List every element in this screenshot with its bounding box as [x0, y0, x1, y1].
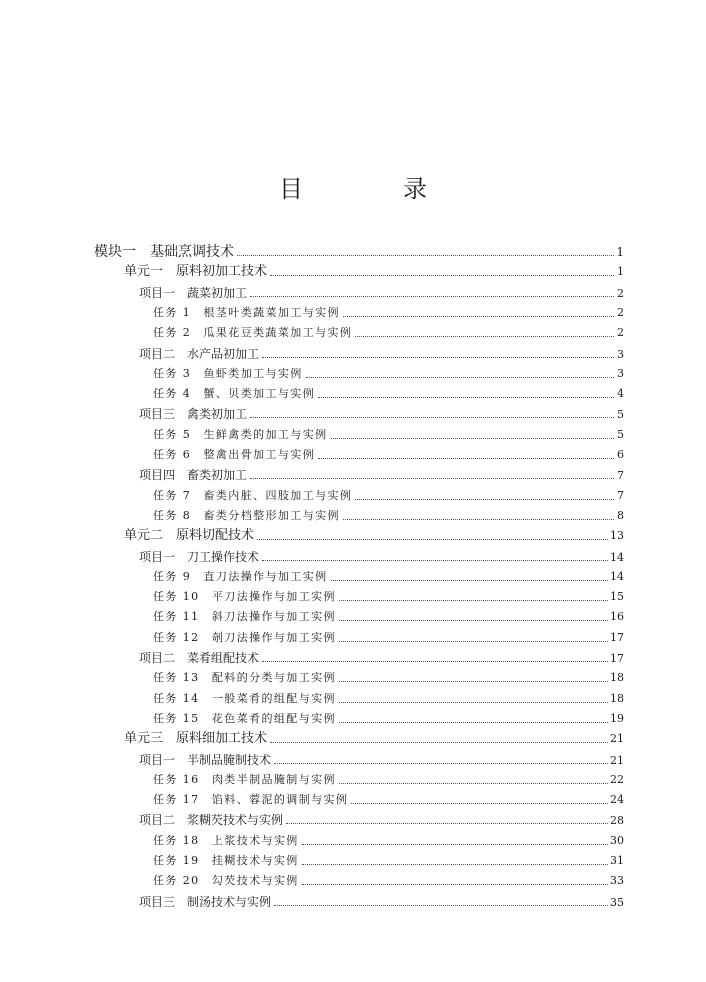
toc-dot-leader	[302, 863, 608, 865]
toc-entry-label: 任务 16 肉类半制品腌制与实例	[153, 772, 336, 786]
toc-dot-leader	[270, 741, 608, 743]
toc-entry[interactable]	[139, 344, 624, 364]
toc-entry-page-number: 21	[610, 732, 624, 746]
toc-entry-label: 单元一 原料初加工技术	[124, 264, 268, 280]
toc-dot-leader	[274, 904, 608, 906]
toc-entry-label: 任务 11 斜刀法操作与加工实例	[153, 610, 336, 624]
toc-entry-page-number: 18	[610, 691, 624, 705]
toc-entry[interactable]	[139, 810, 624, 830]
toc-entry[interactable]	[153, 486, 624, 506]
toc-entry-page-number: 21	[610, 753, 624, 767]
toc-entry-label: 任务 2 瓜果花豆类蔬菜加工与实例	[153, 326, 353, 340]
toc-entry[interactable]	[153, 831, 624, 851]
toc-entry[interactable]	[153, 851, 624, 871]
toc-entry[interactable]	[153, 567, 624, 587]
toc-entry-label: 项目一 刀工操作技术	[139, 549, 260, 564]
toc-entry-page-number: 31	[610, 854, 624, 867]
toc-entry[interactable]	[153, 323, 624, 343]
toc-entry[interactable]	[153, 668, 624, 688]
toc-entry-label: 任务 7 畜类内脏、四肢加工与实例	[153, 488, 353, 502]
toc-entry[interactable]	[153, 384, 624, 404]
toc-entry-label: 单元二 原料切配技术	[124, 528, 255, 544]
toc-entry-page-number: 2	[617, 305, 624, 319]
toc-entry-page-number: 3	[617, 366, 624, 380]
toc-entry[interactable]	[124, 526, 624, 546]
toc-entry-page-number: 16	[610, 610, 624, 624]
toc-entry[interactable]	[153, 689, 624, 709]
toc-dot-leader	[262, 660, 608, 662]
toc-entry-page-number: 22	[610, 772, 624, 786]
toc-entry[interactable]	[139, 547, 624, 567]
toc-entry-label: 项目一 半制品腌制技术	[139, 752, 272, 767]
toc-entry-page-number: 5	[617, 408, 624, 422]
toc-entry-label: 任务 4 蟹、贝类加工与实例	[153, 387, 316, 401]
toc-dot-leader	[274, 762, 608, 764]
toc-dot-leader	[306, 376, 614, 378]
toc-dot-leader	[286, 822, 608, 824]
toc-entry-label: 项目一 蔬菜初加工	[139, 285, 248, 300]
toc-entry-page-number: 15	[610, 590, 624, 604]
toc-entry[interactable]	[153, 709, 624, 729]
toc-dot-leader	[331, 579, 609, 581]
toc-entry-label: 项目三 禽类初加工	[139, 407, 248, 422]
toc-entry[interactable]	[124, 262, 624, 282]
toc-entry-page-number: 17	[610, 652, 624, 665]
toc-entry-page-number: 28	[610, 814, 624, 828]
toc-dot-leader	[250, 295, 614, 297]
toc-entry-label: 任务 18 上浆技术与实例	[153, 833, 299, 847]
toc-entry-label: 任务 9 直刀法操作与加工实例	[153, 569, 328, 583]
toc-dot-leader	[339, 640, 608, 642]
toc-entry[interactable]	[139, 648, 624, 668]
toc-entry-page-number: 14	[610, 569, 624, 583]
toc-entry-page-number: 7	[617, 469, 624, 483]
toc-entry-label: 项目四 畜类初加工	[139, 468, 248, 483]
toc-entry-label: 任务 13 配料的分类与加工实例	[153, 671, 336, 685]
toc-dot-leader	[339, 721, 608, 723]
toc-dot-leader	[339, 782, 608, 784]
toc-entry-label: 项目二 水产品初加工	[139, 346, 260, 361]
toc-entry-page-number: 24	[610, 793, 624, 807]
toc-entry-page-number: 5	[617, 427, 624, 441]
toc-entry-page-number: 18	[610, 671, 624, 685]
toc-entry[interactable]	[153, 607, 624, 627]
toc-entry-page-number: 2	[617, 326, 624, 340]
toc-entry[interactable]	[139, 750, 624, 770]
toc-entry-label: 任务 15 花色菜肴的组配与实例	[153, 711, 336, 725]
toc-entry-page-number: 4	[617, 387, 624, 401]
toc-dot-leader	[343, 315, 614, 317]
toc-entry[interactable]	[153, 445, 624, 465]
toc-entry-page-number: 35	[610, 895, 624, 909]
page-title: 目 录	[279, 175, 465, 203]
toc-dot-leader	[339, 619, 608, 621]
toc-entry-label: 任务 12 剞刀法操作与加工实例	[153, 630, 336, 644]
toc-entry[interactable]	[153, 506, 624, 526]
toc-dot-leader	[355, 498, 614, 500]
toc-entry[interactable]	[153, 587, 624, 607]
toc-dot-leader	[318, 457, 614, 459]
toc-entry[interactable]	[139, 892, 624, 912]
toc-dot-leader	[250, 416, 614, 418]
toc-entry[interactable]	[153, 790, 624, 810]
toc-entry[interactable]	[139, 465, 624, 485]
toc-entry-page-number: 33	[610, 874, 624, 888]
toc-entry-label: 任务 20 勾芡技术与实例	[153, 874, 299, 888]
toc-dot-leader	[262, 356, 614, 358]
toc-entry-label: 任务 14 一般菜肴的组配与实例	[153, 691, 336, 705]
toc-entry-page-number: 17	[610, 630, 624, 644]
toc-dot-leader	[270, 274, 614, 276]
toc-entry-label: 任务 6 整禽出骨加工与实例	[153, 448, 316, 461]
toc-dot-leader	[250, 477, 614, 479]
toc-entry[interactable]	[153, 303, 624, 323]
toc-entry-page-number: 7	[617, 488, 624, 502]
toc-entry-page-number: 3	[617, 347, 624, 361]
toc-entry-label: 任务 1 根茎叶类蔬菜加工与实例	[153, 305, 340, 319]
toc-entry-label: 任务 3 鱼虾类加工与实例	[153, 366, 303, 380]
toc-dot-leader	[331, 437, 615, 439]
toc-entry[interactable]	[153, 871, 624, 891]
toc-entry[interactable]	[124, 729, 624, 749]
toc-entry-label: 项目三 制汤技术与实例	[139, 894, 272, 909]
toc-entry-label: 单元三 原料细加工技术	[124, 731, 268, 747]
toc-dot-leader	[339, 680, 608, 682]
toc-dot-leader	[262, 559, 608, 561]
toc-dot-leader	[339, 599, 608, 601]
toc-entry-label: 项目二 菜肴组配技术	[139, 651, 260, 665]
toc-dot-leader	[302, 883, 608, 885]
toc-entry-label: 项目二 浆糊芡技术与实例	[139, 813, 284, 828]
toc-entry-page-number: 13	[610, 529, 624, 543]
toc-entry-page-number: 19	[610, 711, 624, 725]
toc-entry-page-number: 6	[617, 448, 624, 461]
toc-dot-leader	[318, 396, 614, 398]
toc-entry[interactable]	[94, 242, 624, 262]
toc-entry[interactable]	[139, 404, 624, 424]
toc-entry-label: 模块一 基础烹调技术	[94, 244, 234, 260]
toc-dot-leader	[355, 335, 614, 337]
toc-entry-label: 任务 19 挂糊技术与实例	[153, 854, 299, 867]
toc-dot-leader	[339, 701, 608, 703]
toc-dot-leader	[302, 843, 608, 845]
toc-entry-page-number: 8	[617, 508, 624, 522]
toc-dot-leader	[237, 254, 614, 256]
toc-entry-page-number: 2	[617, 286, 624, 300]
toc-dot-leader	[343, 518, 614, 520]
toc-entry-page-number: 30	[610, 833, 624, 847]
toc-dot-leader	[257, 538, 608, 540]
toc-entry[interactable]	[139, 283, 624, 303]
toc-entry[interactable]	[153, 364, 624, 384]
toc-entry-label: 任务 10 平刀法操作与加工实例	[153, 590, 336, 604]
toc-dot-leader	[351, 802, 608, 804]
toc-entry-page-number: 1	[616, 245, 624, 259]
toc-entry-label: 任务 17 馅料、蓉泥的调制与实例	[153, 793, 349, 807]
toc-entry-label: 任务 8 畜类分档整形加工与实例	[153, 508, 340, 522]
toc-entry-page-number: 1	[617, 265, 624, 279]
toc-entry[interactable]	[153, 628, 624, 648]
toc-entry-label: 任务 5 生鲜禽类的加工与实例	[153, 427, 328, 441]
toc-entry[interactable]	[153, 425, 624, 445]
toc-entry-page-number: 14	[610, 550, 624, 564]
toc-entry[interactable]	[153, 770, 624, 790]
